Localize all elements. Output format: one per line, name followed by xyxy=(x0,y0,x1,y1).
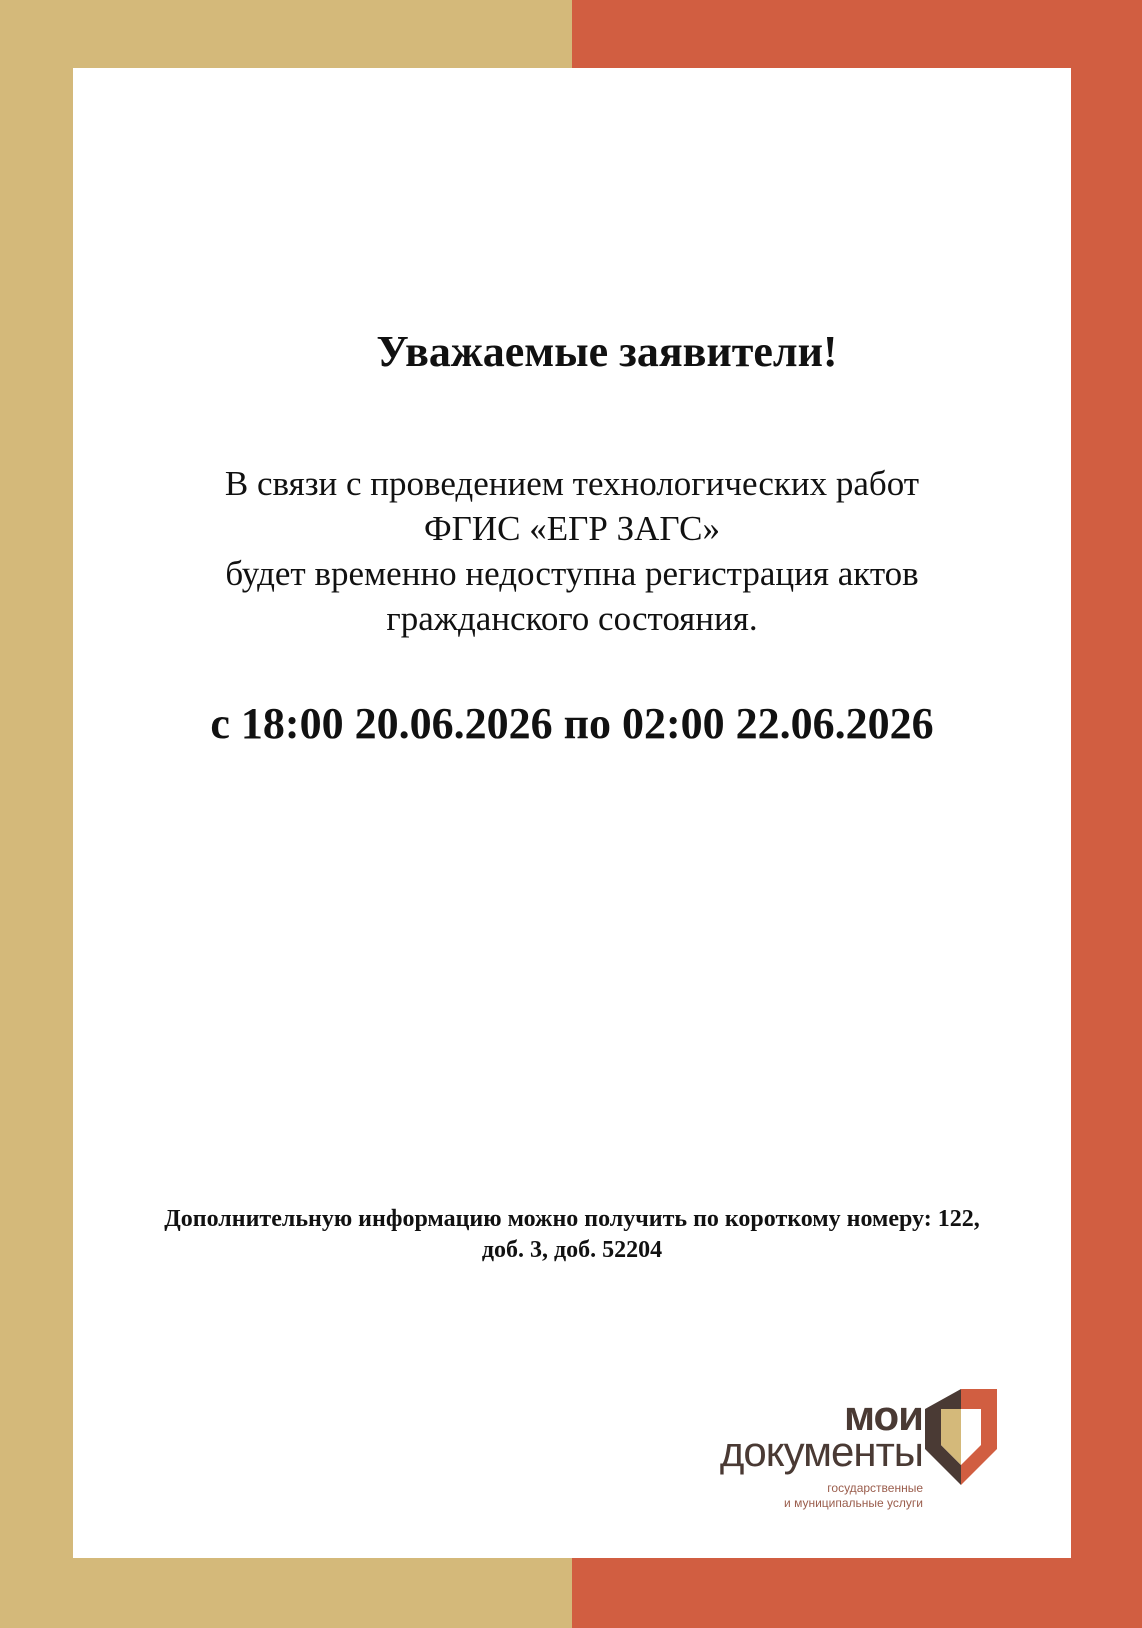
logo-shield-icon xyxy=(923,1387,999,1489)
contact-info-line: Дополнительную информацию можно получить по короткому номеру: 122, xyxy=(164,1206,980,1232)
notice-body-line: ФГИС «ЕГР ЗАГС» xyxy=(423,509,720,548)
contact-info xyxy=(93,1204,1051,1266)
notice-period: с 18:00 20.06.2026 по 02:00 22.06.2026 xyxy=(210,699,934,748)
logo-word-moi: мои xyxy=(844,1392,923,1439)
logo-subtitle-line: и муниципальные услуги xyxy=(784,1496,923,1510)
notice-body-line: гражданского состояния. xyxy=(386,599,758,638)
notice-body xyxy=(133,461,1011,641)
notice-greeting: Уважаемые заявители! xyxy=(376,327,838,376)
notice-body-line: В связи с проведением технологических работ xyxy=(224,464,920,503)
logo-word-dokumenty: документы xyxy=(719,1428,923,1475)
notice-body-line: будет временно недоступна регистрация актов xyxy=(225,554,919,593)
moi-dokumenty-logo xyxy=(709,1387,1039,1525)
contact-info-line: доб. 3, доб. 52204 xyxy=(481,1237,663,1263)
logo-subtitle-line: государственные xyxy=(827,1481,923,1495)
notice-sheet xyxy=(73,68,1071,1558)
